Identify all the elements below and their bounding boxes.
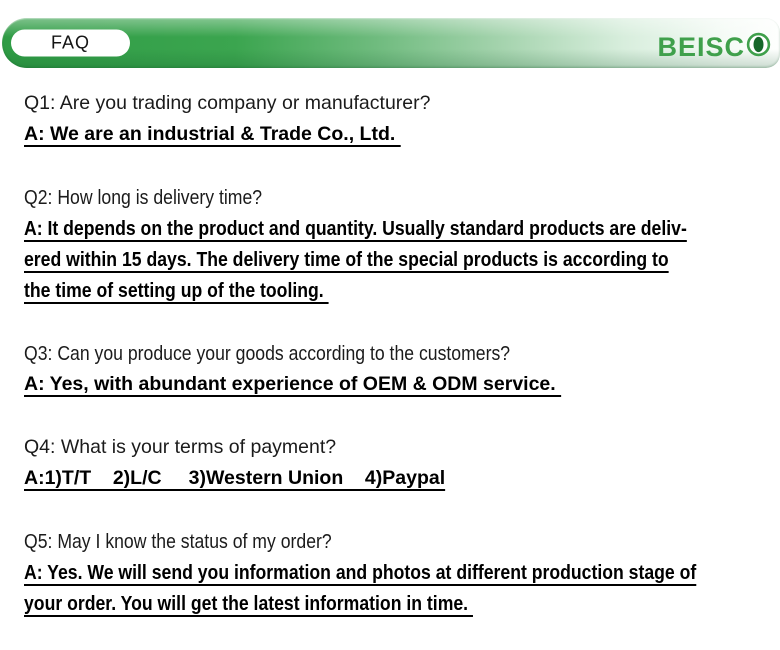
question: Q2: How long is delivery time? [24,186,263,209]
question: Q1: Are you trading company or manufacturer? [24,92,431,114]
qa-block-4 [24,432,766,494]
question: Q5: May I know the status of my order? [24,530,332,553]
question: Q3: Can you produce your goods according to the customers? [24,342,511,365]
qa-block-2 [24,182,766,306]
faq-content [24,88,766,650]
brand-o-icon [746,32,771,64]
faq-tab [11,30,130,57]
faq-tab-label: FAQ [50,32,90,53]
answer-line: A: It depends on the product and quantity. Usually standard products are deliv- [24,217,687,240]
answer-line: A: We are an industrial & Trade Co., Ltd. [24,123,401,145]
qa-block-1 [24,88,766,150]
header-banner [2,18,780,68]
answer-line: A: Yes. We will send you information and photos at different production stage of [24,561,697,584]
answer-line: A: Yes, with abundant experience of OEM & ODM service. [24,373,562,395]
brand-text: BEISC [657,31,745,62]
answer-line: your order. You will get the latest information in time. [24,592,473,615]
answer-line: A:1)T/T 2)L/C 3)Western Union 4)Paypal [24,467,446,489]
qa-block-3 [24,338,766,400]
brand-logo [657,32,771,62]
answer-line: the time of setting up of the tooling. [24,279,329,302]
question: Q4: What is your terms of payment? [24,436,337,458]
answer-line: ered within 15 days. The delivery time of the special products is according to [24,248,669,271]
qa-block-5 [24,526,766,619]
